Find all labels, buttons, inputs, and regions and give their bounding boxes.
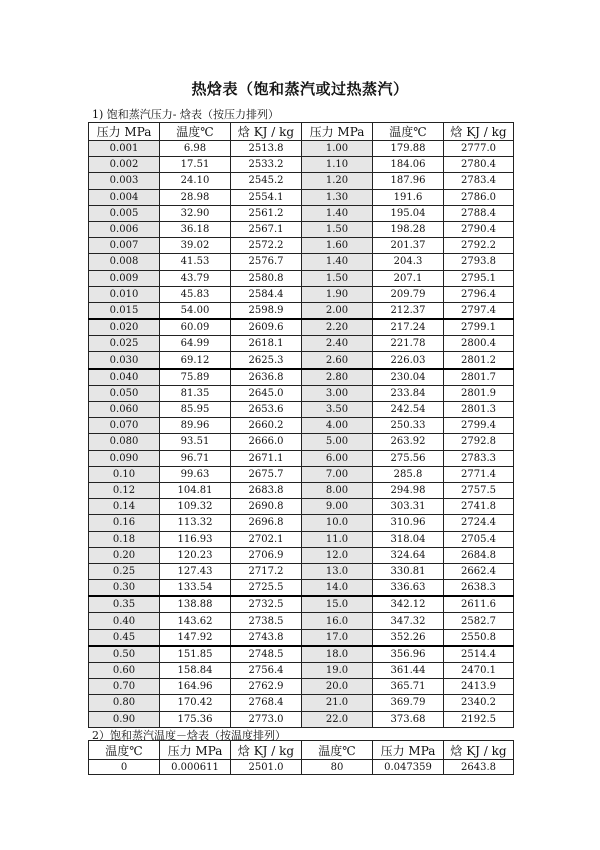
table-cell: 2725.5 [231,580,302,597]
table-cell: 2773.0 [231,711,302,727]
table-cell: 2576.7 [231,254,302,270]
table-cell: 2724.4 [444,515,514,531]
table-row [89,418,514,434]
table-cell: 1.40 [302,205,373,221]
table-cell: 0.008 [89,254,160,270]
table-cell: 36.18 [160,221,231,237]
table-cell: 2675.7 [231,466,302,482]
table-cell: 207.1 [373,270,444,286]
table-cell: 2567.1 [231,221,302,237]
table-cell: 164.96 [160,679,231,695]
table-cell: 336.63 [373,580,444,597]
table-cell: 2797.4 [444,302,514,319]
table-cell: 2800.4 [444,336,514,352]
table-cell: 2636.8 [231,369,302,386]
table-cell: 2705.4 [444,531,514,547]
table-cell: 17.51 [160,157,231,173]
header-temperature: 温度℃ [160,123,231,141]
table-cell: 179.88 [373,141,444,157]
table-cell: 0.007 [89,238,160,254]
table-cell: 2192.5 [444,711,514,727]
table-cell: 109.32 [160,499,231,515]
table-cell: 0.000611 [160,760,231,775]
table-cell: 184.06 [373,157,444,173]
header-pressure: 压力 MPa [89,123,160,141]
table-row [89,760,514,775]
table-cell: 2771.4 [444,466,514,482]
table-cell: 2413.9 [444,679,514,695]
table-cell: 2.80 [302,369,373,386]
table-cell: 2801.2 [444,352,514,369]
table-cell: 0.80 [89,695,160,711]
table-cell: 4.00 [302,418,373,434]
table-cell: 6.00 [302,450,373,466]
table-cell: 113.32 [160,515,231,531]
table-cell: 2513.8 [231,141,302,157]
table-cell: 2777.0 [444,141,514,157]
table-row [89,189,514,205]
table-cell: 0 [89,760,160,775]
table-cell: 2783.4 [444,173,514,189]
table-cell: 0.050 [89,385,160,401]
table-cell: 0.12 [89,482,160,498]
header-enthalpy-2: 焓 KJ / kg [444,123,514,141]
table-cell: 6.98 [160,141,231,157]
table-row [89,646,514,663]
table-cell: 0.006 [89,221,160,237]
table-cell: 0.030 [89,352,160,369]
table-cell: 242.54 [373,402,444,418]
table-cell: 2666.0 [231,434,302,450]
table-row [89,629,514,646]
table-row [89,580,514,597]
table-cell: 2.40 [302,336,373,352]
table-cell: 318.04 [373,531,444,547]
table-cell: 69.12 [160,352,231,369]
table-cell: 0.080 [89,434,160,450]
table-cell: 21.0 [302,695,373,711]
table-row [89,711,514,727]
table-cell: 9.00 [302,499,373,515]
table-row [89,238,514,254]
table-cell: 17.0 [302,629,373,646]
table-cell: 12.0 [302,547,373,563]
table-cell: 0.10 [89,466,160,482]
table-cell: 356.96 [373,646,444,663]
table-header-row [89,123,514,141]
table-cell: 28.98 [160,189,231,205]
table-cell: 230.04 [373,369,444,386]
table-cell: 138.88 [160,596,231,613]
table-cell: 18.0 [302,646,373,663]
table-cell: 2671.1 [231,450,302,466]
table-row [89,563,514,579]
table-cell: 0.010 [89,286,160,302]
header-enthalpy-2: 焓 KJ / kg [444,741,514,760]
table-cell: 158.84 [160,663,231,679]
table-row [89,270,514,286]
table-cell: 3.50 [302,402,373,418]
table-cell: 2598.9 [231,302,302,319]
table-cell: 2717.2 [231,563,302,579]
table-cell: 32.90 [160,205,231,221]
table-cell: 2795.1 [444,270,514,286]
table-cell: 24.10 [160,173,231,189]
table-cell: 2738.5 [231,613,302,629]
table-cell: 2748.5 [231,646,302,663]
table-header-row [89,741,514,760]
table-cell: 0.35 [89,596,160,613]
table-row [89,157,514,173]
table-cell: 75.89 [160,369,231,386]
table-cell: 0.16 [89,515,160,531]
table-cell: 2801.7 [444,369,514,386]
table-cell: 187.96 [373,173,444,189]
table-cell: 1.20 [302,173,373,189]
table-row [89,221,514,237]
table-cell: 342.12 [373,596,444,613]
table-cell: 0.003 [89,173,160,189]
table-cell: 0.45 [89,629,160,646]
table-row [89,596,514,613]
header-temperature: 温度℃ [89,741,160,760]
table-cell: 15.0 [302,596,373,613]
table-cell: 2756.4 [231,663,302,679]
table-cell: 93.51 [160,434,231,450]
table-cell: 2584.4 [231,286,302,302]
table-cell: 2501.0 [231,760,302,775]
table-cell: 2792.8 [444,434,514,450]
table-cell: 330.81 [373,563,444,579]
table-row [89,466,514,482]
table-cell: 365.71 [373,679,444,695]
table-cell: 2790.4 [444,221,514,237]
table-cell: 2690.8 [231,499,302,515]
table-cell: 45.83 [160,286,231,302]
table-cell: 85.95 [160,402,231,418]
table-cell: 347.32 [373,613,444,629]
table-cell: 2625.3 [231,352,302,369]
table-cell: 2550.8 [444,629,514,646]
table-cell: 0.14 [89,499,160,515]
table-cell: 2533.2 [231,157,302,173]
table-cell: 1.50 [302,221,373,237]
table-row [89,319,514,336]
table-cell: 0.90 [89,711,160,727]
table-cell: 2799.1 [444,319,514,336]
table-row [89,369,514,386]
table-cell: 352.26 [373,629,444,646]
table-cell: 2741.8 [444,499,514,515]
table-cell: 285.8 [373,466,444,482]
table-cell: 324.64 [373,547,444,563]
table-cell: 2.60 [302,352,373,369]
table-cell: 19.0 [302,663,373,679]
table-row [89,302,514,319]
table-cell: 0.004 [89,189,160,205]
table-row [89,402,514,418]
table-cell: 2684.8 [444,547,514,563]
table-cell: 11.0 [302,531,373,547]
table-cell: 170.42 [160,695,231,711]
table-row [89,663,514,679]
table-cell: 2638.3 [444,580,514,597]
table-cell: 0.001 [89,141,160,157]
table-cell: 233.84 [373,385,444,401]
table-cell: 2801.9 [444,385,514,401]
table-cell: 2572.2 [231,238,302,254]
header-pressure-2: 压力 MPa [373,741,444,760]
table-cell: 5.00 [302,434,373,450]
table-cell: 2786.0 [444,189,514,205]
table-cell: 14.0 [302,580,373,597]
table-row [89,205,514,221]
table-cell: 361.44 [373,663,444,679]
table-row [89,286,514,302]
table-cell: 2660.2 [231,418,302,434]
header-pressure-2: 压力 MPa [302,123,373,141]
table-cell: 0.20 [89,547,160,563]
table-cell: 2645.0 [231,385,302,401]
table-cell: 2470.1 [444,663,514,679]
table-cell: 0.015 [89,302,160,319]
table-cell: 0.002 [89,157,160,173]
header-temperature-2: 温度℃ [302,741,373,760]
table-row [89,695,514,711]
table-row [89,141,514,157]
table-cell: 1.60 [302,238,373,254]
section2-caption: 2）饱和蒸汽温度－焓表（按温度排列） [92,729,286,742]
temperature-table-body [89,760,514,775]
table-cell: 221.78 [373,336,444,352]
table-cell: 201.37 [373,238,444,254]
table-cell: 217.24 [373,319,444,336]
table-cell: 2561.2 [231,205,302,221]
table-cell: 39.02 [160,238,231,254]
table-row [89,336,514,352]
pressure-enthalpy-table [88,122,514,728]
table-cell: 198.28 [373,221,444,237]
page-title: 热焓表（饱和蒸汽或过热蒸汽） [191,80,409,98]
table-cell: 2780.4 [444,157,514,173]
table-row [89,515,514,531]
table-cell: 2702.1 [231,531,302,547]
table-row [89,531,514,547]
table-cell: 195.04 [373,205,444,221]
table-cell: 2799.4 [444,418,514,434]
table-cell: 80 [302,760,373,775]
table-cell: 294.98 [373,482,444,498]
section1-caption: 1) 饱和蒸汽压力- 焓表（按压力排列） [92,108,279,121]
table-row [89,679,514,695]
table-cell: 2.20 [302,319,373,336]
table-row [89,173,514,189]
table-cell: 0.70 [89,679,160,695]
table-row [89,254,514,270]
table-cell: 1.90 [302,286,373,302]
table-cell: 1.10 [302,157,373,173]
table-cell: 0.30 [89,580,160,597]
table-cell: 175.36 [160,711,231,727]
table-cell: 60.09 [160,319,231,336]
table-cell: 2696.8 [231,515,302,531]
table-cell: 0.090 [89,450,160,466]
table-cell: 212.37 [373,302,444,319]
table-row [89,385,514,401]
table-cell: 209.79 [373,286,444,302]
table-cell: 0.025 [89,336,160,352]
table-cell: 0.60 [89,663,160,679]
table-cell: 3.00 [302,385,373,401]
table-cell: 191.6 [373,189,444,205]
header-pressure: 压力 MPa [160,741,231,760]
table-cell: 2732.5 [231,596,302,613]
header-temperature-2: 温度℃ [373,123,444,141]
table-cell: 0.020 [89,319,160,336]
table-cell: 8.00 [302,482,373,498]
table-cell: 2757.5 [444,482,514,498]
table-cell: 0.40 [89,613,160,629]
table-cell: 127.43 [160,563,231,579]
table-cell: 0.070 [89,418,160,434]
table-cell: 2545.2 [231,173,302,189]
table-cell: 2792.2 [444,238,514,254]
table-cell: 2609.6 [231,319,302,336]
table-cell: 2768.4 [231,695,302,711]
table-row [89,499,514,515]
table-cell: 20.0 [302,679,373,695]
table-cell: 89.96 [160,418,231,434]
table-row [89,482,514,498]
table-cell: 2.00 [302,302,373,319]
table-cell: 16.0 [302,613,373,629]
table-cell: 1.00 [302,141,373,157]
table-cell: 2554.1 [231,189,302,205]
table-cell: 13.0 [302,563,373,579]
table-cell: 0.25 [89,563,160,579]
table-cell: 204.3 [373,254,444,270]
table-cell: 2514.4 [444,646,514,663]
table-cell: 1.40 [302,254,373,270]
table-cell: 22.0 [302,711,373,727]
temperature-enthalpy-table [88,740,514,775]
table-cell: 226.03 [373,352,444,369]
table-cell: 1.30 [302,189,373,205]
table-cell: 64.99 [160,336,231,352]
table-cell: 147.92 [160,629,231,646]
table-cell: 2580.8 [231,270,302,286]
table-cell: 116.93 [160,531,231,547]
table-cell: 143.62 [160,613,231,629]
table-cell: 54.00 [160,302,231,319]
table-cell: 99.63 [160,466,231,482]
table-row [89,434,514,450]
table-cell: 2796.4 [444,286,514,302]
table-cell: 43.79 [160,270,231,286]
pressure-table-body [89,141,514,728]
table-cell: 2788.4 [444,205,514,221]
table-cell: 10.0 [302,515,373,531]
table-row [89,613,514,629]
table-cell: 81.35 [160,385,231,401]
table-cell: 1.50 [302,270,373,286]
header-enthalpy: 焓 KJ / kg [231,741,302,760]
table-cell: 2801.3 [444,402,514,418]
table-cell: 2340.2 [444,695,514,711]
table-cell: 2783.3 [444,450,514,466]
table-cell: 275.56 [373,450,444,466]
table-cell: 41.53 [160,254,231,270]
table-cell: 0.047359 [373,760,444,775]
table-cell: 303.31 [373,499,444,515]
table-cell: 0.060 [89,402,160,418]
table-cell: 151.85 [160,646,231,663]
table-cell: 0.50 [89,646,160,663]
table-cell: 2643.8 [444,760,514,775]
header-enthalpy: 焓 KJ / kg [231,123,302,141]
table-cell: 120.23 [160,547,231,563]
table-cell: 0.040 [89,369,160,386]
table-cell: 250.33 [373,418,444,434]
table-cell: 2611.6 [444,596,514,613]
table-cell: 2706.9 [231,547,302,563]
table-cell: 2683.8 [231,482,302,498]
table-cell: 2653.6 [231,402,302,418]
table-cell: 310.96 [373,515,444,531]
table-cell: 263.92 [373,434,444,450]
table-row [89,547,514,563]
table-cell: 2762.9 [231,679,302,695]
table-cell: 369.79 [373,695,444,711]
table-cell: 0.18 [89,531,160,547]
table-row [89,450,514,466]
table-cell: 0.009 [89,270,160,286]
table-cell: 96.71 [160,450,231,466]
table-cell: 2793.8 [444,254,514,270]
table-cell: 373.68 [373,711,444,727]
table-cell: 2743.8 [231,629,302,646]
table-cell: 133.54 [160,580,231,597]
table-row [89,352,514,369]
table-cell: 104.81 [160,482,231,498]
table-cell: 2618.1 [231,336,302,352]
table-cell: 2582.7 [444,613,514,629]
table-cell: 0.005 [89,205,160,221]
table-cell: 2662.4 [444,563,514,579]
table-cell: 7.00 [302,466,373,482]
